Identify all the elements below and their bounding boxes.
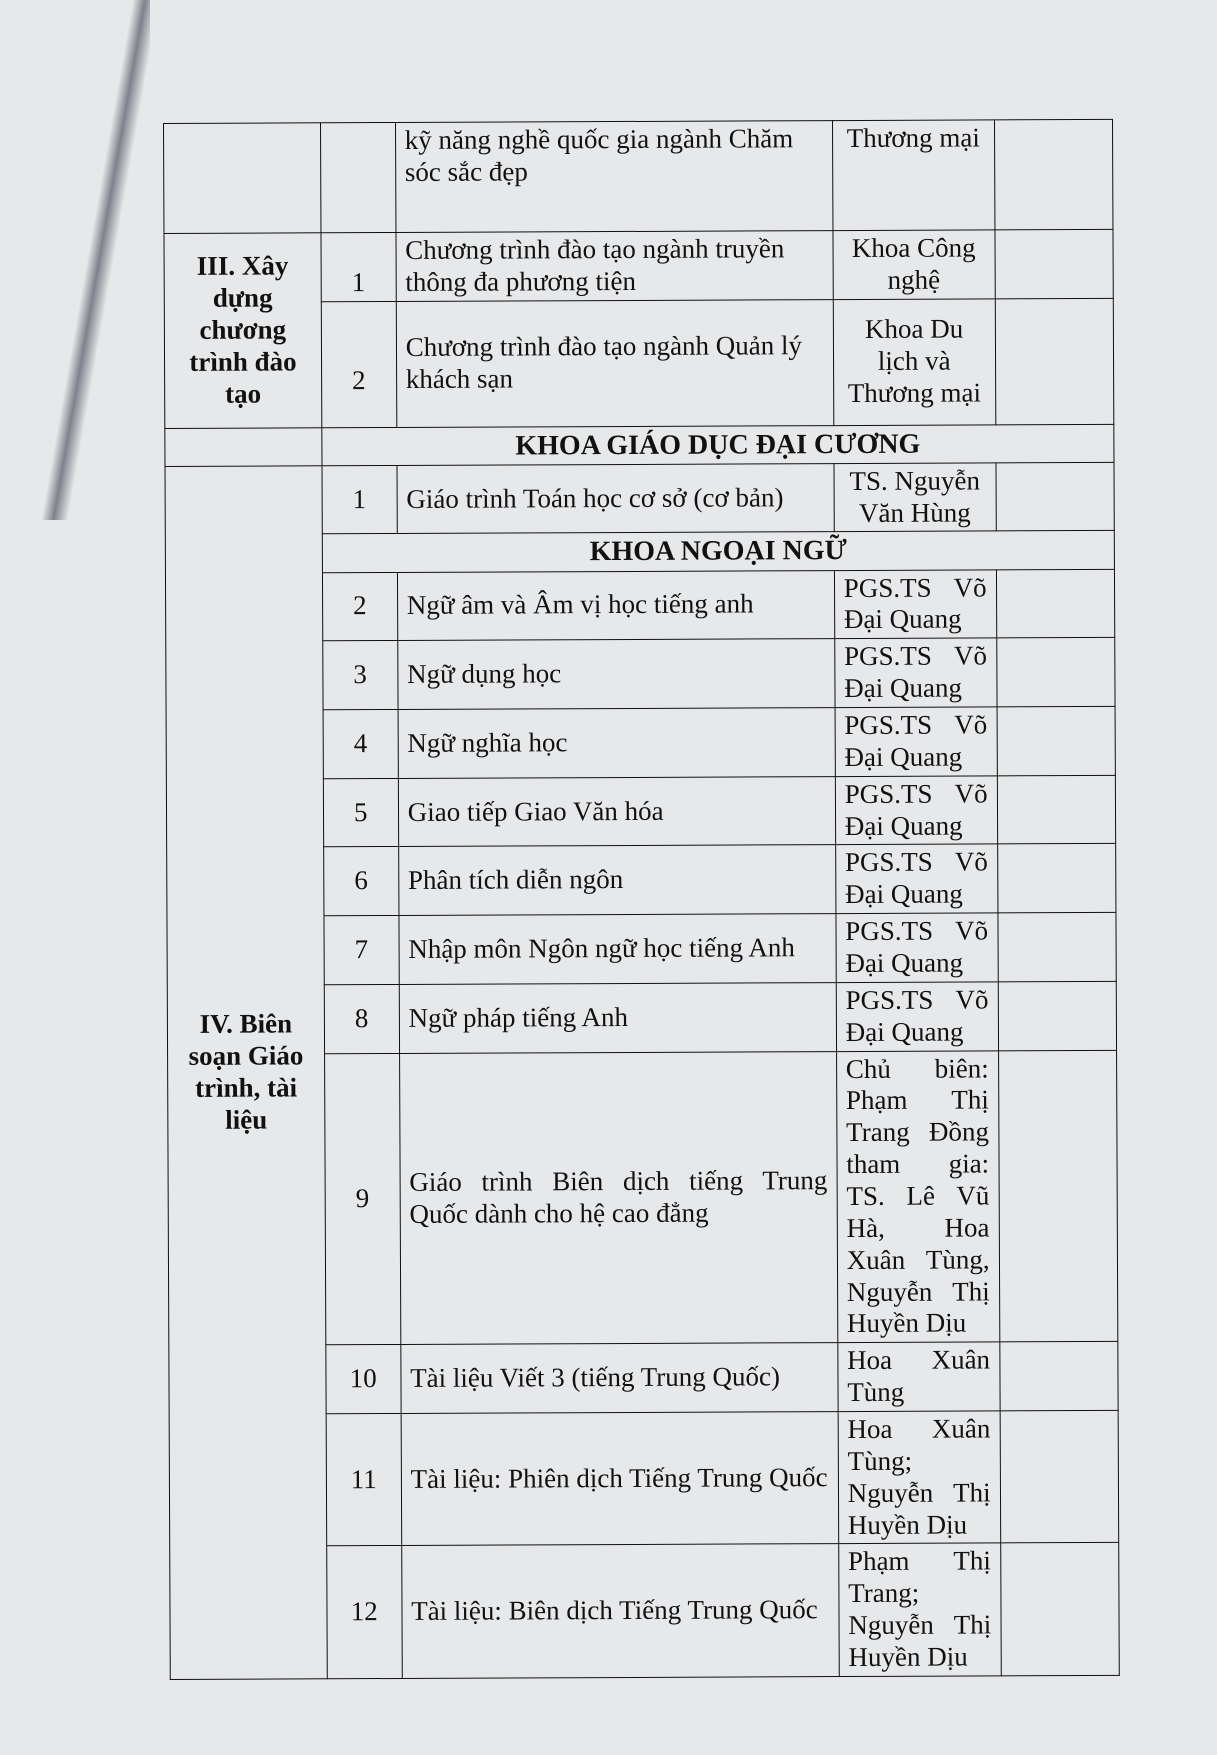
- row-author: Hoa Xuân Tùng; Nguyễn Thị Huyền Dịu: [838, 1411, 1000, 1544]
- row-title: Ngữ pháp tiếng Anh: [399, 982, 836, 1053]
- row-title: Tài liệu: Phiên dịch Tiếng Trung Quốc: [401, 1412, 839, 1546]
- department-heading: KHOA GIÁO DỤC ĐẠI CƯƠNG: [322, 424, 1114, 465]
- table-row: [165, 462, 1114, 535]
- row-note: [995, 229, 1114, 298]
- row-title: Phân tích diễn ngôn: [398, 845, 835, 916]
- row-title: Giáo trình Toán học cơ sở (cơ bản): [397, 463, 834, 534]
- table-row: [164, 119, 1113, 233]
- table-row: [165, 424, 1114, 466]
- row-author: PGS.TS Võ Đại Quang: [835, 707, 997, 776]
- row-number: 1: [322, 465, 397, 534]
- page-shadow: [0, 0, 150, 520]
- row-author: PGS.TS Võ Đại Quang: [834, 638, 996, 707]
- row-number: 2: [321, 301, 396, 427]
- row-number: 7: [324, 916, 399, 985]
- row-note: [999, 1342, 1118, 1411]
- row-title: Tài liệu: Biên dịch Tiếng Trung Quốc: [401, 1544, 839, 1678]
- row-number: [320, 122, 395, 232]
- table-row: [164, 229, 1113, 302]
- row-number: 11: [326, 1413, 401, 1546]
- row-note: [998, 981, 1117, 1050]
- section-cell: [164, 123, 321, 234]
- section-heading-iii: III. Xây dựng chương trình đào tạo: [164, 233, 322, 428]
- section-heading-iv: IV. Biên soạn Giáo trình, tài liệu: [165, 466, 327, 1680]
- row-number: 2: [322, 572, 397, 641]
- row-title: Ngữ dụng học: [397, 639, 834, 710]
- row-note: [996, 569, 1115, 638]
- row-number: 5: [323, 778, 398, 847]
- row-note: [995, 298, 1114, 425]
- row-number: 3: [323, 641, 398, 710]
- row-title: Ngữ âm và Âm vị học tiếng anh: [397, 570, 834, 641]
- row-author: Phạm Thị Trang; Nguyễn Thị Huyền Dịu: [838, 1543, 1000, 1676]
- row-number: 8: [324, 984, 399, 1053]
- document-table: [163, 119, 1120, 1680]
- row-note: [997, 706, 1116, 775]
- row-note: [998, 912, 1117, 981]
- row-title: Tài liệu Viết 3 (tiếng Trung Quốc): [401, 1343, 838, 1414]
- row-author: PGS.TS Võ Đại Quang: [835, 844, 997, 913]
- row-number: 10: [326, 1345, 401, 1414]
- row-author: Thương mại: [832, 120, 994, 231]
- row-author: Hoa Xuân Tùng: [838, 1342, 1000, 1411]
- row-title: kỹ năng nghề quốc gia ngành Chăm sóc sắc đẹp: [395, 121, 833, 233]
- row-number: 9: [324, 1053, 400, 1345]
- row-note: [994, 119, 1113, 230]
- row-number: 4: [323, 709, 398, 778]
- row-title: Nhập môn Ngôn ngữ học tiếng Anh: [399, 914, 836, 985]
- row-author: TS. Nguyễn Văn Hùng: [834, 463, 996, 532]
- row-number: 12: [327, 1546, 402, 1679]
- section-cell: [165, 428, 322, 467]
- row-author: Khoa Du lịch và Thương mại: [833, 299, 995, 426]
- department-heading: KHOA NGOẠI NGỮ: [322, 531, 1114, 572]
- row-title: Ngữ nghĩa học: [398, 708, 835, 779]
- row-title: Chương trình đào tạo ngành Quản lý khách sạn: [396, 299, 834, 427]
- row-note: [1000, 1543, 1119, 1676]
- row-title: Giáo trình Biên dịch tiếng Trung Quốc dành cho hệ cao đẳng: [399, 1051, 837, 1345]
- row-number: 6: [323, 847, 398, 916]
- row-note: [996, 638, 1115, 707]
- row-note: [996, 462, 1115, 531]
- row-note: [1000, 1410, 1119, 1543]
- row-author: PGS.TS Võ Đại Quang: [835, 776, 997, 845]
- row-title: Giao tiếp Giao Văn hóa: [398, 776, 835, 847]
- row-note: [997, 775, 1116, 844]
- row-number: 1: [321, 232, 396, 301]
- row-title: Chương trình đào tạo ngành truyền thông đa phương tiện: [396, 231, 833, 302]
- row-note: [998, 1050, 1118, 1342]
- row-author: Chủ biên: Phạm Thị Trang Đồng tham gia: TS. Lê Vũ Hà, Hoa Xuân Tùng, Nguyễn Thị Huyền Dịu: [836, 1050, 999, 1342]
- row-author: PGS.TS Võ Đại Quang: [836, 913, 998, 982]
- row-author: Khoa Công nghệ: [833, 230, 995, 299]
- row-note: [997, 844, 1116, 913]
- row-author: PGS.TS Võ Đại Quang: [834, 569, 996, 638]
- row-author: PGS.TS Võ Đại Quang: [836, 982, 998, 1051]
